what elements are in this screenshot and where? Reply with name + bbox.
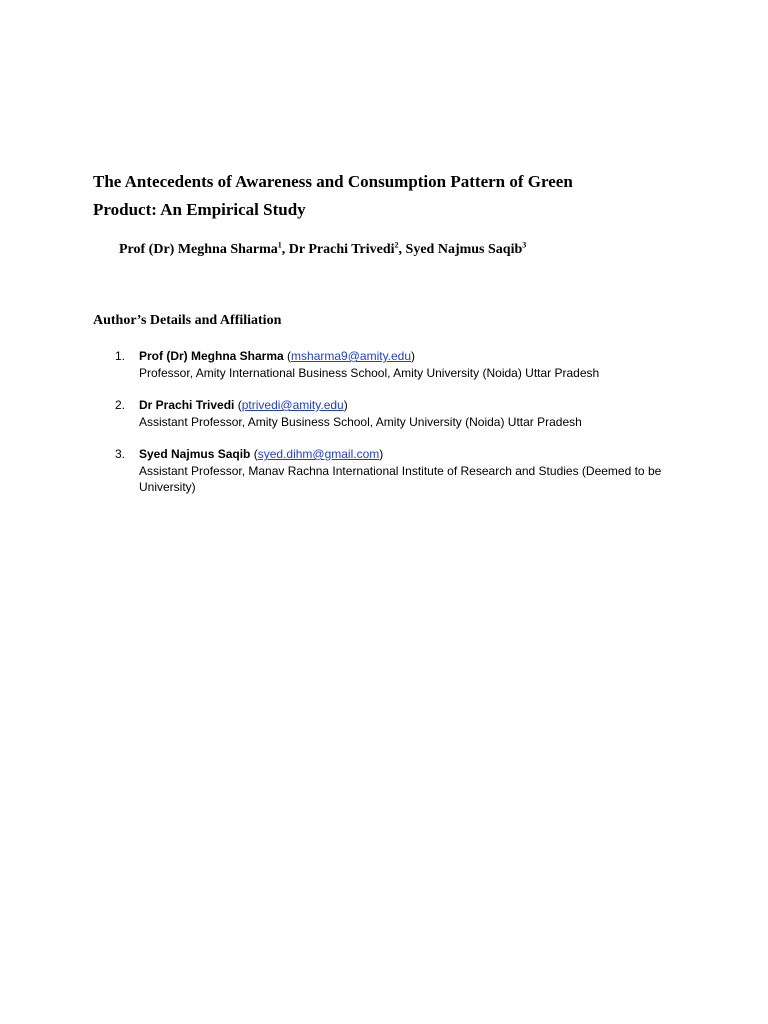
email-close-paren: ) <box>379 447 384 461</box>
author-separator-1: , <box>281 242 289 257</box>
email-link[interactable]: ptrivedi@amity.edu <box>241 398 344 412</box>
affiliation-item-2 <box>93 397 693 430</box>
author-name-3: Syed Najmus Saqib <box>405 242 523 257</box>
affiliation-heading: Author’s Details and Affiliation <box>93 313 282 328</box>
email-close-paren: ) <box>411 349 416 363</box>
email-open-paren: ( <box>287 349 292 363</box>
email-link[interactable]: msharma9@amity.edu <box>291 349 412 363</box>
affiliation-number: 1. <box>115 349 126 363</box>
affiliation-item-1 <box>93 348 693 381</box>
email-open-paren: ( <box>253 447 258 461</box>
author-superscript-2: 2 <box>394 240 399 250</box>
affiliation-author-name: Prof (Dr) Meghna Sharma <box>139 349 284 363</box>
paper-title-line-2: Product: An Empirical Study <box>93 200 306 219</box>
affiliation-role: Assistant Professor, Amity Business School, Amity University (Noida) Uttar Pradesh <box>139 414 582 429</box>
affiliation-list <box>93 348 693 512</box>
email-link[interactable]: syed.dihm@gmail.com <box>257 447 380 461</box>
email-close-paren: ) <box>343 398 348 412</box>
author-superscript-3: 3 <box>522 240 527 250</box>
affiliation-role: Professor, Amity International Business School, Amity University (Noida) Uttar Pradesh <box>139 365 600 380</box>
affiliation-author-name: Dr Prachi Trivedi <box>139 398 235 412</box>
paper-title-line-1: The Antecedents of Awareness and Consumption Pattern of Green <box>93 172 573 191</box>
affiliation-role: Assistant Professor, Manav Rachna International Institute of Research and Studies (Deemed to be University) <box>139 463 662 494</box>
author-name-2: Dr Prachi Trivedi <box>288 242 395 257</box>
affiliation-number: 3. <box>115 447 126 461</box>
author-superscript-1: 1 <box>277 240 282 250</box>
paper-title <box>93 168 653 224</box>
author-name-1: Prof (Dr) Meghna Sharma <box>119 242 278 257</box>
affiliation-item-3 <box>93 446 693 496</box>
email-open-paren: ( <box>237 398 242 412</box>
author-separator-2: , <box>398 242 406 257</box>
author-line <box>119 240 679 260</box>
affiliation-author-name: Syed Najmus Saqib <box>139 447 251 461</box>
affiliation-number: 2. <box>115 398 126 412</box>
